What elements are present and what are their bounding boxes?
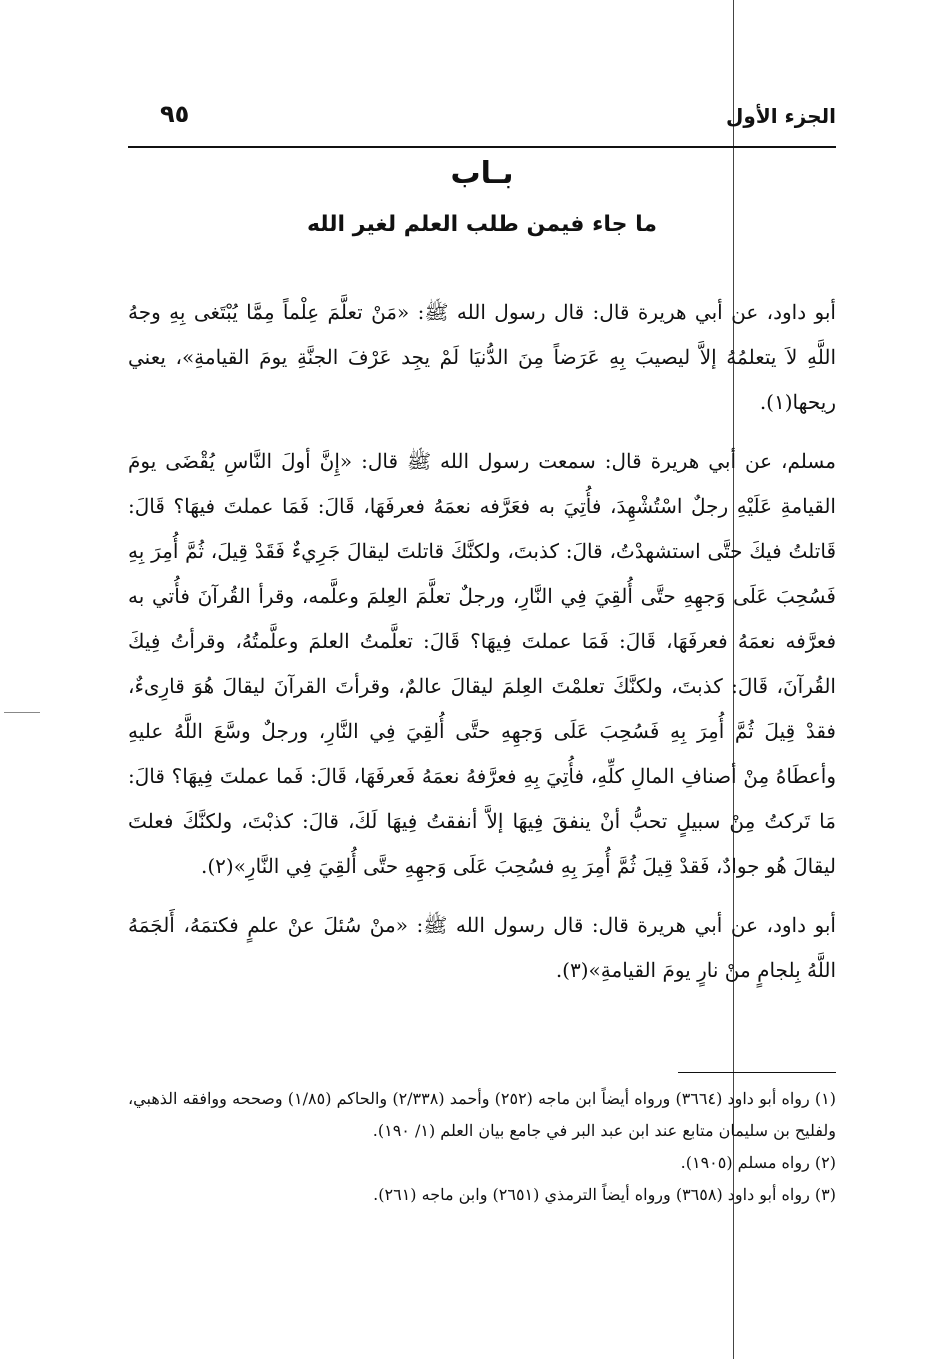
- footnote-rule: [678, 1072, 836, 1073]
- paragraph-muslim: مسلم، عن أبي هريرة قال: سمعت رسول الله ﷺ قال: «إِنَّ أولَ النَّاسِ يُقْضَى يومَ القيامةِ عَلَيْهِ رجلٌ اسْتُشْهِدَ، فأُتِيَ به فعَرَّفه نعمَهُ فعرفَهَا، قَالَ: فَمَا عملتَ فيهَا؟ قَالَ: قَاتلتُ فيكَ حتَّى استشهدْتُ، قالَ: كذبتَ، ولكنَّكَ قاتلتَ ليقالَ جَرِيءٌ فَقَدْ قِيلَ، ثُمَّ أُمِرَ بِهِ فَسُحِبَ عَلَى وَجهِهِ حتَّى أُلقِيَ فِي النَّارِ، ورجلٌ تعلَّمَ العِلمَ وعلَّمه، وقرأ القُرآنَ فأُتي به فعرَّفه نعمَهُ فعرفَهَا، قَالَ: فَمَا عملتَ فِيهَا؟ قَالَ: تعلَّمتُ العلمَ وعلَّمتُهُ، وقرأتُ فِيكَ القُرآنَ، قَالَ: كذبتَ، ولكنَّكَ تعلمْتَ العِلمَ ليقالَ عالمٌ، وقرأتَ القرآنَ ليقالَ هُوَ قارِىءٌ، فقدْ قِيلَ ثُمَّ أُمِرَ بِهِ فَسُحِبَ عَلَى وَجهِهِ حتَّى أُلقِيَ فِي النَّارِ، ورجلٌ وسَّعَ اللَّهُ عليهِ وأعطَاهُ مِنْ أصنافِ المالِ كلِّهِ، فأُتِيَ بِهِ فعرَّفهُ نعمَهُ فَعرفَهَا، قَالَ: فَما عملتَ فِيهَا؟ قالَ: مَا تَركتُ مِنْ سبيلٍ تحبُّ أنْ ينفقَ فِيهَا إلاَّ أنفقتُ فِيهَا لَكَ، قالَ: كذبْتَ، ولكنَّكَ فعلتَ ليقالَ هُو جوادٌ، فَقدْ قِيلَ ثُمَّ أُمِرَ بِهِ فسُحِبَ عَلَى وَجهِهِ حتَّى أُلقِيَ فِي النَّارِ»(٢).: [128, 449, 836, 878]
- scan-margin-mark: [4, 712, 40, 713]
- footnote-2: (٢) رواه مسلم (١٩٠٥).: [680, 1153, 836, 1172]
- footnote-3: (٣) رواه أبو داود (٣٦٥٨) ورواه أيضاً الترمذي (٢٦٥١) وابن ماجه (٢٦١).: [373, 1185, 836, 1204]
- chapter-subtitle: ما جاء فيمن طلب العلم لغير الله: [306, 212, 658, 237]
- chapter-title: بـاب: [450, 156, 514, 191]
- footnote-1: (١) رواه أبو داود (٣٦٦٤) ورواه أيضاً ابن ماجه (٢٥٢) وأحمد (٢/٣٣٨) والحاكم (١/٨٥) وصححه ووافقه الذهبي، ولفليح بن سليمان متابع عند ابن عبد البر في جامع بيان العلم (١/ ١٩٠).: [128, 1089, 836, 1140]
- page-header: [128, 98, 836, 138]
- header-rule: [128, 146, 836, 148]
- running-head: الجزء الأول: [726, 104, 836, 128]
- body-text: [128, 290, 836, 1007]
- page-number: ٩٥: [160, 100, 190, 128]
- paragraph-abu-dawud-2: أبو داود، عن أبي هريرة قال: قال رسول الله ﷺ: «منْ سُئلَ عنْ علمٍ فكتمَهُ، أَلجَمَهُ اللَّهُ بِلجامٍ منْ نارٍ يومَ القيامةِ»(٣).: [128, 913, 836, 982]
- paragraph-abu-dawud-1: أبو داود، عن أبي هريرة قال: قال رسول الله ﷺ: «مَنْ تعلَّمَ عِلْماً مِمَّا يُبْتَغى بِهِ وجهُ اللَّهِ لاَ يتعلمُهُ إلاَّ ليصيبَ بِهِ عَرَضاً مِنَ الدُّنيَا لَمْ يجِد عَرْفَ الجنَّةِ يومَ القيامةِ»، يعني ريحها(١).: [128, 300, 837, 414]
- footnotes: [128, 1083, 836, 1211]
